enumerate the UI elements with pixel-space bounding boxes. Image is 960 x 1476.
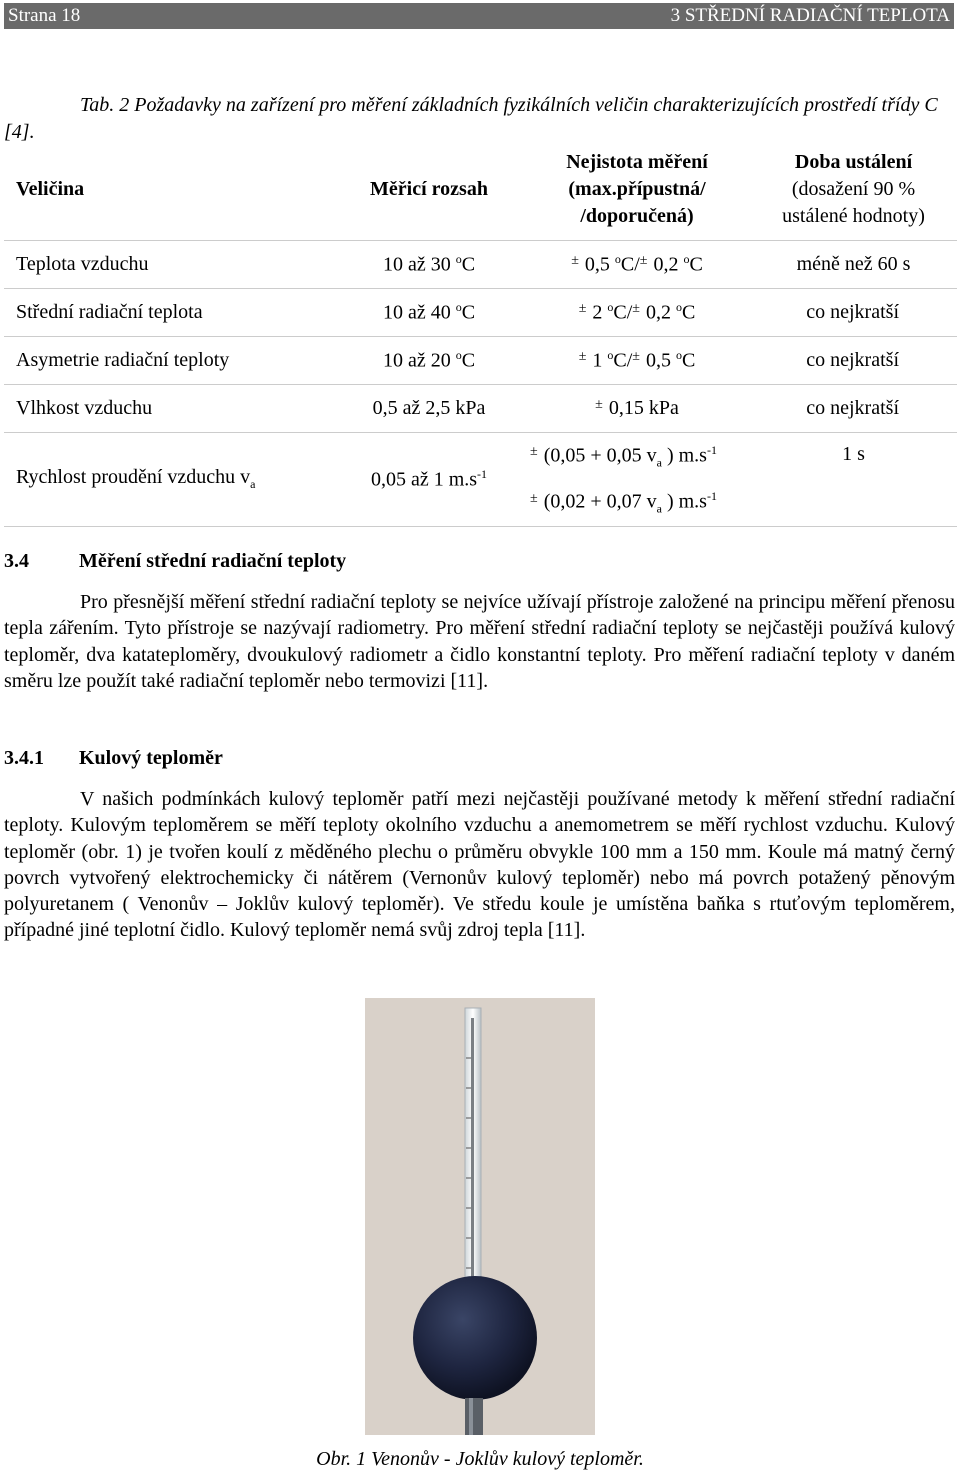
chapter-title: 3 STŘEDNÍ RADIAČNÍ TEPLOTA <box>670 5 950 26</box>
requirements-table <box>4 140 957 527</box>
uncertainty-max: ± (0,05 + 0,05 $v_a$ ) $m.s^{-1}$ <box>530 442 717 470</box>
section-heading-3-4: 3.4 Měření střední radiační teploty <box>4 550 347 572</box>
table-row: Rychlost proudění vzduchu $v_a$ 0,05 až 1 $m.s^{-1}$ ± (0,05 + 0,05 $v_a$ ) $m.s^{-1}$ ± (0,02 + 0,07 $v_a$ ) $m.s^{-1}$ 1 s <box>4 432 957 526</box>
table-row: Teplota vzduchu 10 až 30 $^o$C ± 0,5 $^o$C/± 0,2 $^o$C méně než 60 s <box>4 240 957 288</box>
table-row: Střední radiační teplota 10 až 40 $^o$C ± 2 $^o$C/± 0,2 $^o$C co nejkratší <box>4 288 957 336</box>
section-heading-3-4-1: 3.4.1 Kulový teploměr <box>4 747 223 769</box>
header-settle-time: Doba ustálení (dosažení 90 % ustálené hodnoty) <box>782 151 925 228</box>
section-3-4-1-paragraph: V našich podmínkách kulový teploměr patří mezi nejčastěji používané metody k měření střední radiační teploty. Kulovým teploměrem se měří teploty okolního vzduchu a anemometrem se měří rychlost vzduchu. Kulový teploměr (obr. 1) je tvořen koulí z měděného plechu o průměru obvykle 100 mm a 150 mm. Koule má matný černý povrch vytvořený elektrochemicky či nátěrem (Vernonův kulový teploměr) nebo má povrch potažený pěnovým polyuretanem ( Venonův – Joklův kulový teploměr). Ve středu koule je umístěna baňka s rtuťovým teploměrem, případné jiné teplotní čidlo. Kulový teploměr nemá svůj zdroj tepla [11]. <box>4 788 955 942</box>
page-number: Strana 18 <box>8 5 81 26</box>
table-caption: Tab. 2 Požadavky na zařízení pro měření základních fyzikálních veličin charakterizujících prostředí třídy C [4]. <box>4 94 938 143</box>
figure-caption: Obr. 1 Venonův - Joklův kulový teploměr. <box>316 1448 644 1470</box>
header-range: Měřicí rozsah <box>370 178 488 201</box>
header-quantity: Veličina <box>16 178 85 201</box>
table-row: Vlhkost vzduchu 0,5 až 2,5 kPa ± 0,15 kPa co nejkratší <box>4 384 957 432</box>
section-3-4-paragraph: Pro přesnější měření střední radiační teploty se nejvíce užívají přístroje založené na principu měření přenosu tepla zářením. Tyto přístroje se nazývají radiometry. Pro měření střední radiační teploty se nejčastěji používá kulový teploměr, dva katateploměry, dvoukulový radiometr a čidlo konstantní teploty. Pro měření radiační teploty v daném směru lze použít také radiační teploměr nebo termovizi [11]. <box>4 591 955 692</box>
table-header-row <box>4 140 957 240</box>
globe-thermometer-illustration <box>365 998 595 1435</box>
page-header <box>4 3 954 29</box>
globe-thermometer-photo <box>365 998 595 1435</box>
table-row: Asymetrie radiační teploty 10 až 20 $^o$C ± 1 $^o$C/± 0,5 $^o$C co nejkratší <box>4 336 957 384</box>
uncertainty-recommended: ± (0,02 + 0,07 $v_a$ ) $m.s^{-1}$ <box>530 489 717 516</box>
header-uncertainty: Nejistota měření (max.přípustná/ /doporučená) <box>566 151 708 228</box>
